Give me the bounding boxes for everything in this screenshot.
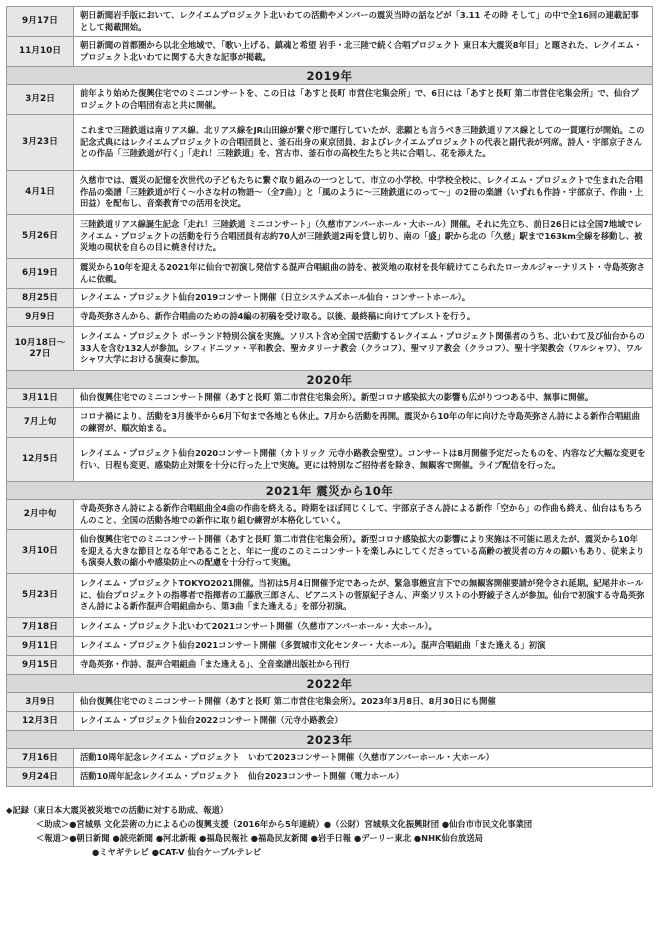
event-date: 8月25日: [7, 289, 74, 308]
year-header-row: [7, 371, 653, 389]
event-date: 9月15日: [7, 656, 74, 675]
year-header-row: [7, 731, 653, 749]
timeline-row: [7, 115, 653, 171]
footer-grants: ＜助成＞●宮城県 文化芸術の力による心の復興支援（2016年から5年連続）●（公財）宮城県文化振興財団 ●仙台市市民文化事業団: [36, 819, 533, 829]
year-header-row: [7, 67, 653, 85]
footer-heading: ◆記録（東日本大震災被災地での活動に対する助成、報道）: [6, 805, 229, 815]
event-description: レクイエム・プロジェクト仙台2019コンサート開催（日立システムズホール仙台・コンサートホール）。: [74, 289, 653, 308]
timeline-row: [7, 408, 653, 438]
event-description: 仙台復興住宅でのミニコンサート開催（あすと長町 第二市営住宅集会所）。新型コロナ感染拡大の影響も広がりつつある中、無事に開催。: [74, 389, 653, 408]
footer: [6, 803, 653, 859]
event-description: 朝日新聞岩手版において、レクイエムプロジェクト北いわての活動やメンバーの震災当時の話などが「3.11 その時 そして」の中で全16回の連載記事として掲載開始。: [74, 7, 653, 37]
event-description: 寺島英弥さん詩による新作合唱組曲全4曲の作曲を終える。時期をほぼ同じくして、宇部京子さん詩による新作「空から」の作曲も終え、仙台はもちろんのこと、全国の活動各地での新作に取り組む練習が本格化していく。: [74, 500, 653, 530]
timeline-row: [7, 215, 653, 259]
timeline-row: [7, 693, 653, 712]
event-date: 6月19日: [7, 259, 74, 289]
year-header: 2021年 震災から10年: [7, 482, 653, 500]
event-description: 寺島英弥さんから、新作合唱曲のための詩4編の初稿を受け取る。以後、最終稿に向けてブレストを行う。: [74, 308, 653, 327]
event-date: 5月26日: [7, 215, 74, 259]
event-date: 3月11日: [7, 389, 74, 408]
event-description: レクイエム・プロジェクトTOKYO2021開催。当初は5月4日開催予定であったが、緊急事態宣言下での無観客開催要請が発令され延期。紀尾井ホールに、仙台プロジェクトの指導者で指揮者の工藤欣三郎さん、ピアニストの菅原紀子さん、声楽ソリストの小野綾子さんが参加。仙台で初演する寺島英弥さん詩による新作混声合唱組曲から、第3曲「また逢える」を部分初演。: [74, 574, 653, 618]
timeline-row: [7, 768, 653, 787]
event-description: 仙台復興住宅でのミニコンサート開催（あすと長町 第二市営住宅集会所）。新型コロナ感染拡大の影響により実施は不可能に思えたが、震災から10年を迎える大きな節目となる年であることと、年に一度のこのミニコンサートを楽しみにしてくださっている高齢の被災者の方々の願いもあり、従来よりも演奏人数の縮小や感染防止への配慮を十分行って実施。: [74, 530, 653, 574]
event-description: 仙台復興住宅でのミニコンサート開催（あすと長町 第二市営住宅集会所）。2023年3月8日、8月30日にも開催: [74, 693, 653, 712]
event-description: 前年より始めた復興住宅でのミニコンサートを、この日は「あすと長町 市営住宅集会所」で、6日には「あすと長町 第二市営住宅集会所」で、仙台プロジェクトの合唱団有志と共に開催。: [74, 85, 653, 115]
event-description: レクイエム・プロジェクト仙台2021コンサート開催（多賀城市文化センター・大ホール）。混声合唱組曲「また逢える」初演: [74, 637, 653, 656]
timeline-row: [7, 438, 653, 482]
year-header: 2022年: [7, 675, 653, 693]
event-description: レクイエム・プロジェクト仙台2020コンサート開催（カトリック 元寺小路教会聖堂）。コンサートは8月開催予定だったものを、内容など大幅な変更を行い、日程も変更、感染防止対策を十分に行った上で実施。更には特別なご招待者を除き、無観客で開催。ライブ配信を行った。: [74, 438, 653, 482]
timeline-row: [7, 749, 653, 768]
event-date: 2月中旬: [7, 500, 74, 530]
year-header-row: [7, 482, 653, 500]
year-header: 2020年: [7, 371, 653, 389]
event-description: コロナ禍により、活動を3月後半から6月下旬まで各地とも休止。7月から活動を再開。震災から10年の年に向けた寺島英弥さん詩による新作合唱組曲の練習が、順次始まる。: [74, 408, 653, 438]
timeline-row: [7, 574, 653, 618]
event-date: 3月10日: [7, 530, 74, 574]
timeline-row: [7, 37, 653, 67]
event-description: レクイエム・プロジェクト北いわて2021コンサート開催（久慈市アンバーホール・大ホール）。: [74, 618, 653, 637]
timeline-row: [7, 171, 653, 215]
event-description: 活動10周年記念レクイエム・プロジェクト いわて2023コンサート開催（久慈市アンバーホール・大ホール）: [74, 749, 653, 768]
event-description: これまで三陸鉄道は南リアス線、北リアス線をJR山田線が繋ぐ形で運行していたが、悲願とも言うべき三陸鉄道リアス線としての一貫運行が開始。この記念式典にはレクイエムプロジェクトの合唱団員と、釜石出身の東京団員、およびレクイエムプロジェクトの代表と副代表が列席。詩人・宇部京子さんとの作品「三陸鉄道が行く」「走れ！三陸鉄道」を、宮古市、釜石市の高校生たちと共に合唱し、花を添えた。: [74, 115, 653, 171]
event-description: 活動10周年記念レクイエム・プロジェクト 仙台2023コンサート開催（電力ホール）: [74, 768, 653, 787]
event-date: 3月23日: [7, 115, 74, 171]
year-header-row: [7, 675, 653, 693]
year-header: 2019年: [7, 67, 653, 85]
event-date: 9月9日: [7, 308, 74, 327]
timeline-table: [6, 6, 653, 787]
event-description: 朝日新聞の首都圏から以北全地域で、「歌い上げる、鎮魂と希望 岩手・北三陸で続く合唱プロジェクト 東日本大震災8年目」と題された、レクイエム・プロジェクト北いわてに関する大きな記事が掲載。: [74, 37, 653, 67]
timeline-row: [7, 656, 653, 675]
timeline-row: [7, 7, 653, 37]
timeline-row: [7, 530, 653, 574]
timeline-row: [7, 618, 653, 637]
event-date: 9月24日: [7, 768, 74, 787]
event-date: 7月16日: [7, 749, 74, 768]
timeline-row: [7, 289, 653, 308]
event-description: 久慈市では、震災の記憶を次世代の子どもたちに繋ぐ取り組みの一つとして、市立の小学校、中学校全校に、レクイエム・プロジェクトで生まれた合唱作品の楽譜「三陸鉄道が行く〜小さな村の物語〜（全7曲）」と「風のように〜三陸鉄道にのって〜」の2冊の楽譜（いずれも作詩・宇部京子、作曲・上田益）を配布し、音楽教育での活用を決定。: [74, 171, 653, 215]
timeline-row: [7, 712, 653, 731]
event-date: 10月18日〜27日: [7, 327, 74, 371]
timeline-row: [7, 308, 653, 327]
event-date: 5月23日: [7, 574, 74, 618]
event-date: 7月上旬: [7, 408, 74, 438]
timeline-row: [7, 259, 653, 289]
footer-press: ＜報道＞●朝日新聞 ●読売新聞 ●河北新報 ●福島民報社 ●福島民友新聞 ●岩手日報 ●デーリー東北 ●NHK仙台放送局: [36, 833, 483, 843]
event-description: 震災から10年を迎える2021年に仙台で初演し発信する混声合唱組曲の詩を、被災地の取材を長年続けてこられたローカルジャーナリスト・寺島英弥さんに依頼。: [74, 259, 653, 289]
event-date: 3月9日: [7, 693, 74, 712]
event-date: 12月3日: [7, 712, 74, 731]
event-date: 9月17日: [7, 7, 74, 37]
event-description: 三陸鉄道リアス線誕生記念「走れ！三陸鉄道 ミニコンサート」（久慈市アンバーホール・大ホール）開催。それに先立ち、前日26日には全国7地域でレクイエム・プロジェクトの活動を行う合唱団員有志約70人が三陸鉄道2両を貸し切り、南の「盛」駅から北の「久慈」駅まで163km全線を移動し、被災地の現状を自らの目に焼き付けた。: [74, 215, 653, 259]
event-date: 3月2日: [7, 85, 74, 115]
timeline-row: [7, 327, 653, 371]
year-header: 2023年: [7, 731, 653, 749]
event-description: レクイエム・プロジェクト ポーランド特別公演を実施。ソリスト含め全国で活動するレクイエム・プロジェクト関係者のうち、北いわて及び仙台からの33人を含む132人が参加。シフィドニツァ・平和教会、聖カタリーナ教会（クラコフ）、聖マリア教会（クラコフ）、聖十字架教会（ワルシャワ）、ワルシャワ大学における演奏に参加。: [74, 327, 653, 371]
timeline-row: [7, 85, 653, 115]
event-description: レクイエム・プロジェクト仙台2022コンサート開催（元寺小路教会）: [74, 712, 653, 731]
event-date: 7月18日: [7, 618, 74, 637]
event-description: 寺島英弥・作詩、混声合唱組曲「また逢える」、全音楽譜出版社から刊行: [74, 656, 653, 675]
event-date: 9月11日: [7, 637, 74, 656]
event-date: 4月1日: [7, 171, 74, 215]
timeline-row: [7, 500, 653, 530]
timeline-row: [7, 637, 653, 656]
footer-press-continued: ●ミヤギテレビ ●CAT-V 仙台ケーブルテレビ: [92, 847, 262, 857]
event-date: 11月10日: [7, 37, 74, 67]
timeline-body: [7, 7, 653, 787]
timeline-row: [7, 389, 653, 408]
event-date: 12月5日: [7, 438, 74, 482]
